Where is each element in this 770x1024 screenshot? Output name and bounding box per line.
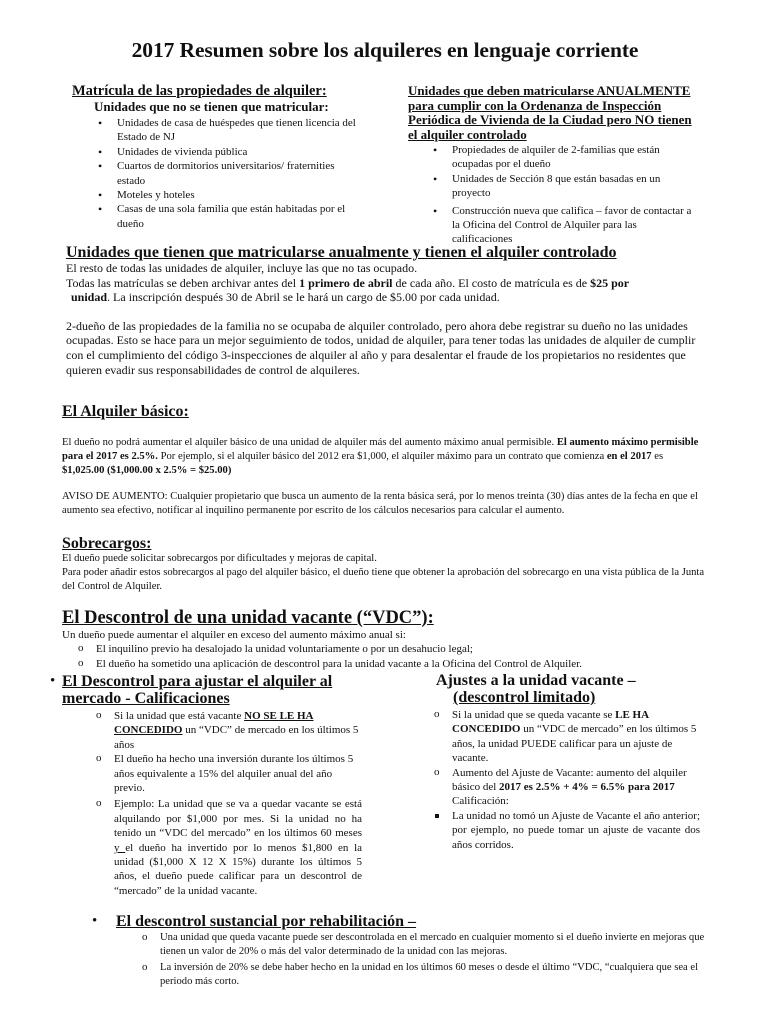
bullet-icon: • — [92, 913, 98, 929]
market-decontrol-list — [90, 709, 362, 898]
controlled-units-line1: El resto de todas las unidades de alquiler, incluye las que no tas ocupado. — [66, 261, 418, 275]
owner-occupied-paragraph: 2-dueño de las propiedades de la familia no se ocupaba de alquiler controlado, pero ahora debe registrar su dueño no las unidades ocupadas. Esto se hace para un mejor seguimiento de todos, unidad de alquiler, para tener todas las unidades de alquiler de cumplir con el cumplimiento del código 3-inspecciones de alquiler al año y para desalentar el fraude de los propietarios no residentes que quieren evadir sus responsabilidades de control de alquileres. — [66, 318, 696, 377]
limited-decontrol-heading-line2: (descontrol limitado) — [453, 689, 596, 706]
vdc-intro: Un dueño puede aumentar el alquiler en exceso del aumento máximo anual si: — [62, 629, 406, 641]
list-item: • Cuartos de dormitorios universitarios/ fraternities estado — [93, 159, 363, 188]
basic-rent-heading: El Alquiler básico: — [62, 403, 189, 420]
vdc-section — [62, 609, 712, 671]
market-decontrol-section — [62, 673, 372, 898]
surcharges-line2: Para poder añadir estos sobrecargos al pago del alquiler básico, el dueño tiene que obtener la aprobación del sobrecargo en una vista pública de la Junta del Control de Alquiler. — [62, 567, 705, 592]
vdc-heading: El Descontrol de una unidad vacante (“VDC”): — [62, 608, 434, 628]
surcharges-heading: Sobrecargos: — [62, 535, 152, 552]
list-item: o La inversión de 20% se debe haber hecho en la unidad en los últimos 60 meses o desde el último “VDC, “cualquiera que sea el periodo más corto. — [136, 961, 718, 989]
list-item: • Unidades de vivienda pública — [93, 145, 363, 159]
exempt-units-subheading: Unidades que no se tienen que matricular: — [94, 99, 329, 114]
list-item: o El inquilino previo ha desalojado la unidad voluntariamente o por un desahucio legal; — [72, 642, 712, 656]
rent-increase-notice: AVISO DE AUMENTO: Cualquier propietario que busca un aumento de la renta básica será, por lo menos treinta (30) días antes de la fecha en que el aumento sea efectivo, notificar al inquilino permanente por escrito de los cálculos necesarios para calcular el aumento. — [62, 491, 698, 516]
rehab-list — [136, 931, 718, 989]
limited-decontrol-heading-line1: Ajustes a la unidad vacante – — [436, 672, 636, 689]
exempt-units-list — [93, 116, 363, 231]
list-item: La unidad no tomó un Ajuste de Vacante el año anterior; por ejemplo, no puede tomar un ajuste de vacante dos años corridos. — [428, 809, 700, 852]
registration-section — [72, 84, 372, 231]
list-item: • Propiedades de alquiler de 2-familias que están ocupadas por el dueño — [428, 143, 696, 172]
list-item: • Unidades de casa de huéspedes que tienen licencia del Estado de NJ — [93, 116, 363, 145]
list-item: o El dueño ha hecho una inversión durante los últimos 5 años equivalente a 15% del alquiler anual del año previo. — [90, 752, 362, 795]
limited-decontrol-list — [428, 708, 700, 809]
bullet-icon: • — [50, 673, 56, 689]
list-item: o Si la unidad que se queda vacante se LE HA CONCEDIDO un “VDC de mercado” en los últimos 5 años, la unidad PUEDE calificar para un ajuste de vacante. — [428, 708, 700, 766]
surcharges-line1: El dueño puede solicitar sobrecargos por dificultades y mejoras de capital. — [62, 553, 377, 564]
page-title: 2017 Resumen sobre los alquileres en lenguaje corriente — [131, 38, 639, 62]
rehab-heading: El descontrol sustancial por rehabilitación – — [116, 913, 417, 930]
basic-rent-section — [62, 403, 707, 518]
controlled-units-section — [66, 244, 706, 377]
surcharges-section — [62, 535, 707, 594]
vdc-conditions-list — [72, 642, 712, 671]
annual-registration-section — [408, 84, 703, 247]
registration-heading: Matrícula de las propiedades de alquiler: — [72, 83, 327, 99]
list-item: • Construcción nueva que califica – favor de contactar a la Oficina del Control de Alquiler para las calificaciones — [428, 204, 696, 247]
annual-units-list — [428, 143, 696, 247]
basic-rent-paragraph: El dueño no podrá aumentar el alquiler básico de una unidad de alquiler más del aumento máximo anual permisible. El aumento máximo permisible para el 2017 es 2.5%. Por ejemplo, si el alquiler básico del 2012 era $1,000, el alquiler máximo para un contrato que comienza en el 2017 es $1,025.00 ($1,000.00 x 2.5% = $25.00) — [62, 437, 699, 476]
list-item: o Ejemplo: La unidad que se va a quedar vacante se está alquilando por $1,000 por mes. Si la unidad no ha tenido un “VDC del mercado” en los últimos 60 meses y el dueño ha invertido por lo menos $1,800 en la unidad ($1,000 X 12 X 15%) durante los últimos 5 años, el dueño puede calificar para un descontrol de “mercado” de la unidad vacante. — [90, 797, 362, 898]
market-decontrol-heading-line1: El Descontrol para ajustar el alquiler al — [62, 673, 333, 690]
rehab-section — [116, 913, 716, 930]
list-item: • Moteles y hoteles — [93, 188, 363, 202]
controlled-units-heading: Unidades que tienen que matricularse anualmente y tienen el alquiler controlado — [66, 244, 617, 261]
market-decontrol-heading-line2: mercado - Calificaciones — [62, 690, 230, 707]
list-item: o Si la unidad que está vacante NO SE LE HA CONCEDIDO un “VDC” de mercado en los últimos 5 años — [90, 709, 362, 752]
list-item: o Una unidad que queda vacante puede ser descontrolada en el mercado en cualquier momento si el dueño invierte en mejoras que tienen un valor de 20% o más del valor determinado de la unidad con las mejoras. — [136, 931, 718, 959]
list-item: o El dueño ha sometido una aplicación de descontrol para la unidad vacante a la Oficina del Control de Alquiler. — [72, 657, 712, 671]
list-item: • Unidades de Sección 8 que están basadas en un proyecto — [428, 172, 696, 201]
list-item: o Aumento del Ajuste de Vacante: aumento del alquiler básico del 2017 es 2.5% + 4% = 6.5% para 2017 Calificación: — [428, 766, 700, 809]
square-bullet-icon — [435, 814, 439, 818]
limited-decontrol-section — [428, 672, 718, 852]
annual-registration-heading: Unidades que deben matricularse ANUALMENTE para cumplir con la Ordenanza de Inspección Periódica de Vivienda de la Ciudad pero NO tienen el alquiler controlado — [408, 83, 692, 142]
registration-fee-line: unidad. La inscripción después 30 de Abril se le hará un cargo de $5.00 por cada unidad. — [71, 290, 500, 305]
registration-deadline-line: Todas las matrículas se deben archivar antes del 1 primero de abril de cada año. El costo de matrícula es de $25 por — [66, 275, 630, 290]
list-item: • Casas de una sola familia que están habitadas por el dueño — [93, 202, 363, 231]
